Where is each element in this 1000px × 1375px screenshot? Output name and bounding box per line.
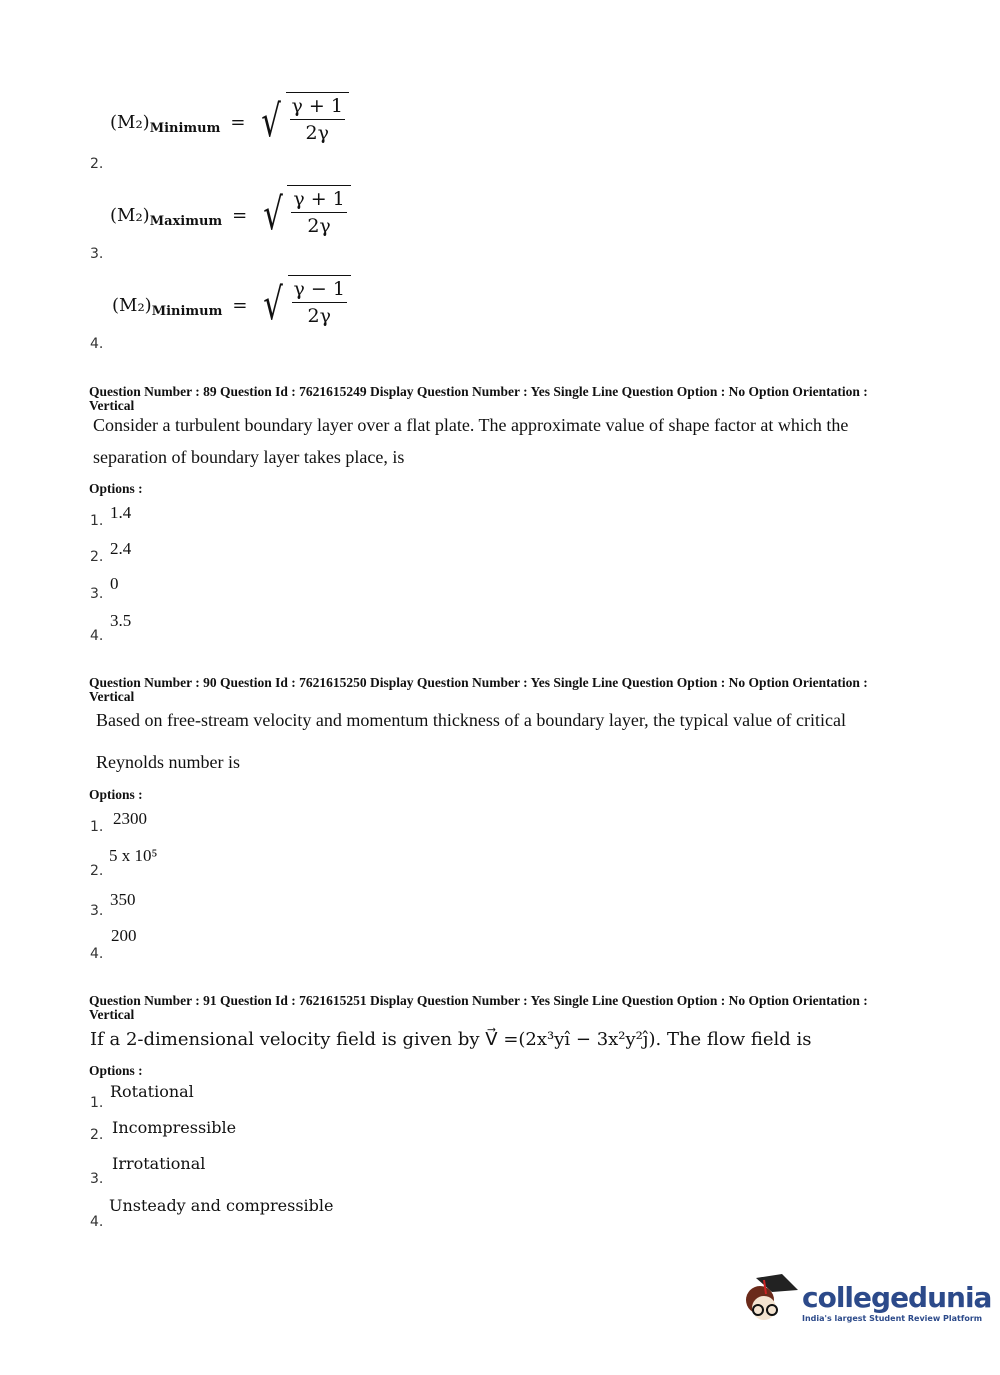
formula-subscript: Maximum [149, 213, 223, 229]
options-label: Options : [89, 787, 143, 802]
options-label: Options : [89, 1063, 143, 1078]
option-number: 2. [90, 549, 104, 565]
option-text: 350 [110, 890, 136, 909]
numerator: γ + 1 [291, 188, 346, 213]
formula-option-3 [110, 185, 351, 245]
equals: = [232, 204, 248, 226]
option-number: 3. [90, 903, 104, 919]
option-text: 2300 [113, 809, 147, 828]
option-text: 200 [111, 926, 137, 945]
formula-option-2 [110, 92, 349, 152]
option-number: 1. [90, 1095, 104, 1111]
option-number: 4. [90, 628, 104, 644]
sqrt: √ $\frac{\gamma + 1}{2\gamma}$ [259, 185, 351, 245]
numerator: γ − 1 [292, 278, 347, 303]
question-text: separation of boundary layer takes place, is [93, 447, 405, 467]
option-text: 2.4 [110, 539, 132, 558]
option-number: 1. [90, 513, 104, 529]
option-number: 4. [90, 946, 104, 962]
option-text: 0 [110, 574, 119, 593]
options-label: Options : [89, 481, 143, 496]
question-meta: Question Number : 89 Question Id : 7621615249 Display Question Number : Yes Single Line Question Option : No Option Orientation : Vertical [89, 384, 868, 413]
logo-tagline: India's largest Student Review Platform [802, 1314, 983, 1323]
formula-lhs: (M₂) [112, 294, 152, 316]
denominator: 2γ [307, 215, 331, 237]
logo-name: collegedunia [802, 1281, 992, 1314]
equals: = [230, 111, 246, 133]
equals: = [232, 294, 248, 316]
formula-option-4 [112, 275, 351, 335]
mascot-icon [742, 1270, 800, 1334]
question-meta: Question Number : 90 Question Id : 7621615250 Display Question Number : Yes Single Line Question Option : No Option Orientation : Vertical [89, 675, 868, 704]
option-number: 2. [90, 863, 104, 879]
option-number: 4. [90, 1214, 104, 1230]
option-text: Rotational [110, 1082, 194, 1101]
collegedunia-logo [742, 1270, 991, 1334]
question-text: If a 2-dimensional velocity field is given by V⃗ =(2x³yî − 3x²y²ĵ). The flow field is [90, 1029, 812, 1050]
formula-subscript: Minimum [151, 303, 223, 319]
option-text: Incompressible [112, 1118, 237, 1137]
denominator: 2γ [305, 122, 329, 144]
option-text: 5 x 10⁵ [109, 846, 158, 865]
option-number: 3. [90, 586, 104, 602]
question-text: Consider a turbulent boundary layer over a flat plate. The approximate value of shape factor at which the [93, 415, 849, 435]
option-number: 1. [90, 819, 104, 835]
option-number: 3. [90, 246, 104, 262]
option-text: 3.5 [110, 611, 132, 630]
question-meta: Question Number : 91 Question Id : 7621615251 Display Question Number : Yes Single Line Question Option : No Option Orientation : Vertical [89, 993, 868, 1022]
option-number: 4. [90, 336, 104, 352]
question-text: Based on free-stream velocity and momentum thickness of a boundary layer, the typical value of critical [96, 710, 847, 730]
sqrt: √ $\frac{\gamma - 1}{2\gamma}$ [259, 275, 351, 335]
option-number: 2. [90, 1127, 104, 1143]
formula-lhs: (M₂) [110, 204, 150, 226]
option-text: Irrotational [112, 1154, 206, 1173]
formula-subscript: Minimum [149, 120, 221, 136]
option-number: 2. [90, 156, 104, 172]
denominator: 2γ [307, 305, 331, 327]
option-text: 1.4 [110, 503, 132, 522]
option-number: 3. [90, 1171, 104, 1187]
numerator: γ + 1 [290, 95, 345, 120]
formula-lhs: (M₂) [110, 111, 150, 133]
sqrt: √ $\frac{\gamma + 1}{2\gamma}$ [257, 92, 349, 152]
option-text: Unsteady and compressible [109, 1196, 334, 1215]
question-text: Reynolds number is [96, 752, 240, 772]
